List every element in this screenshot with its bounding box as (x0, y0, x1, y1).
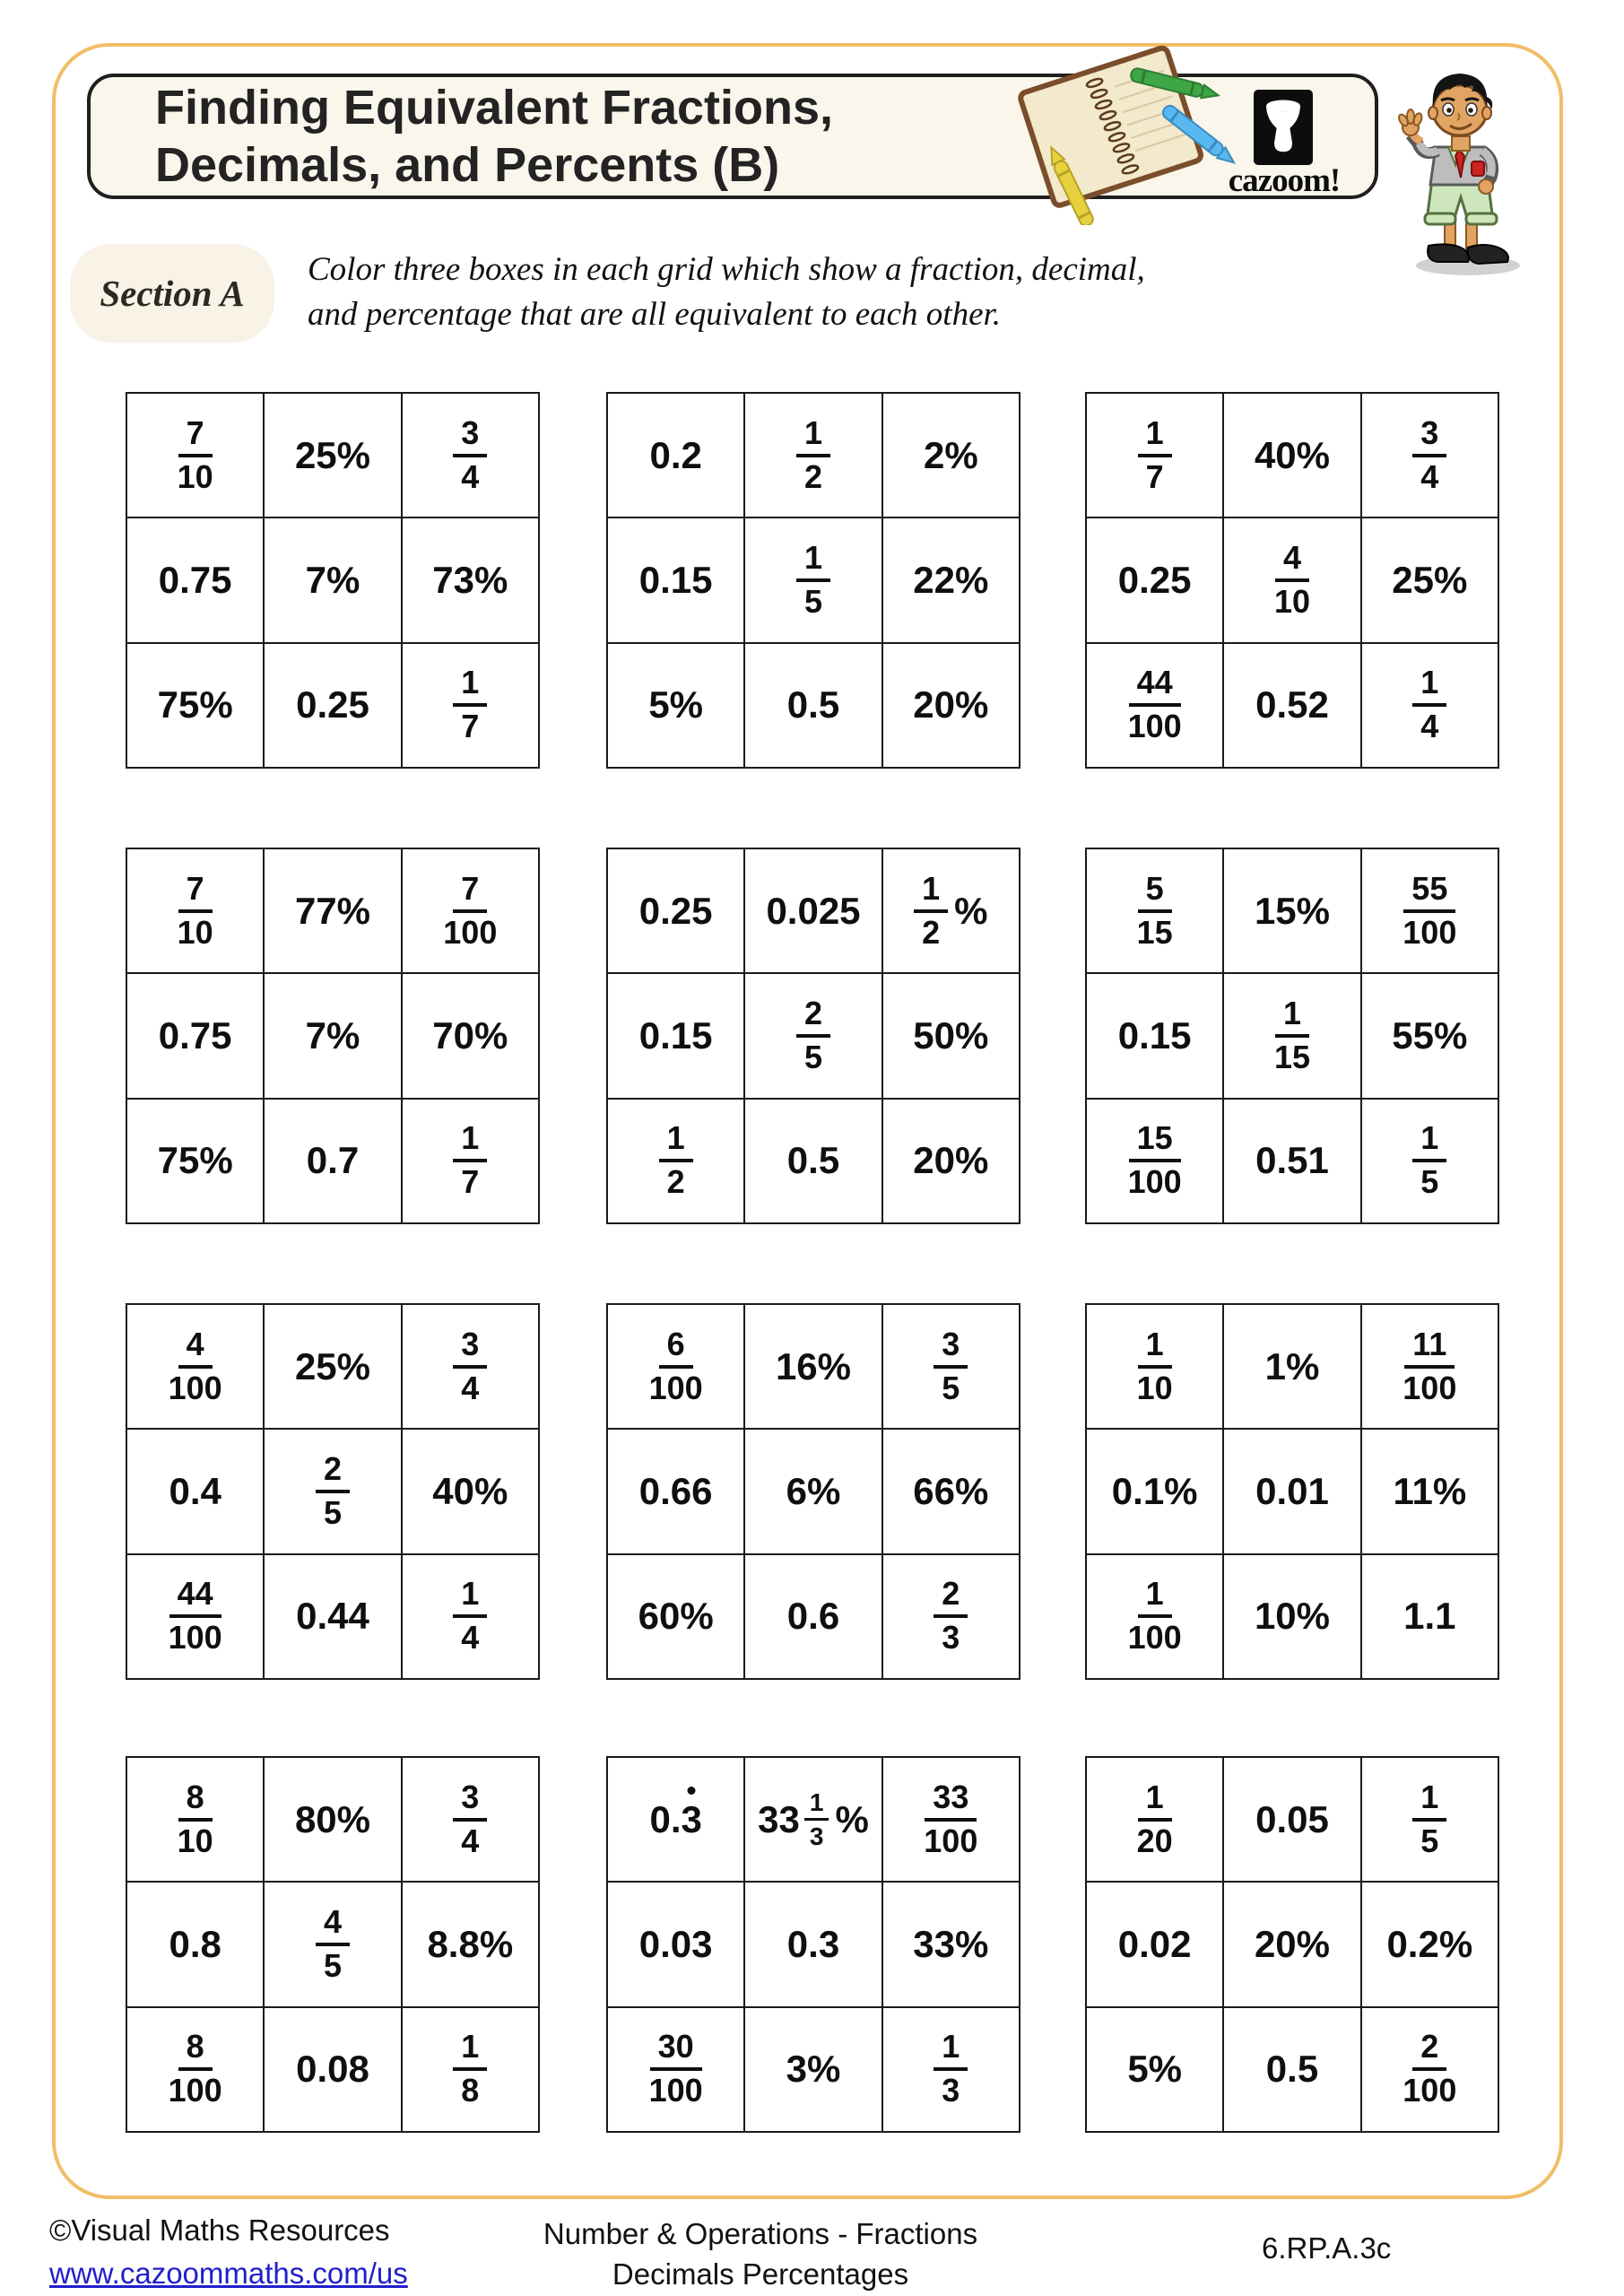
fraction-value: $\frac{4}{100}$ (168, 1325, 222, 1406)
grid-6-cell-7[interactable] (1087, 1100, 1222, 1222)
fraction-value: $\frac{1}{20}$ (1136, 1778, 1173, 1859)
fraction-value: $\frac{1}{8}$ (453, 2030, 487, 2109)
grid-8-cell-6[interactable]: 66% (883, 1430, 1019, 1552)
grid-1-cell-9[interactable] (403, 644, 538, 767)
grid-8-cell-4[interactable]: 0.66 (608, 1430, 743, 1552)
fraction-value: $\frac{7}{10}$ (177, 869, 213, 951)
grid-4-cell-8[interactable]: 0.7 (265, 1100, 400, 1222)
grid-7-cell-4[interactable]: 0.4 (127, 1430, 263, 1552)
grid-10-cell-7[interactable] (127, 2008, 263, 2131)
grid-12-cell-2[interactable]: 0.05 (1224, 1758, 1359, 1881)
grid-12-cell-3[interactable] (1362, 1758, 1498, 1881)
fraction-value: $\frac{2}{3}$ (934, 1577, 968, 1656)
fraction-value: $\frac{1}{100}$ (1127, 1575, 1182, 1657)
grid-1-cell-4[interactable]: 0.75 (127, 518, 263, 641)
grid-11-cell-6[interactable]: 33% (883, 1883, 1019, 2005)
grid-1-cell-3[interactable] (403, 394, 538, 517)
grid-3-cell-3[interactable] (1362, 394, 1498, 517)
answer-grid-7 (126, 1303, 540, 1680)
fraction-value: $\frac{3}{4}$ (1412, 416, 1446, 495)
grid-3-cell-7[interactable] (1087, 644, 1222, 767)
fraction-value: $\frac{1}{2}$ (914, 872, 948, 951)
grid-12-cell-9[interactable] (1362, 2008, 1498, 2131)
grid-4-cell-1[interactable] (127, 849, 263, 972)
fraction-value: $\frac{1}{2}$ (796, 416, 830, 495)
copyright-text: ©Visual Maths Resources (49, 2213, 390, 2247)
grid-1-cell-2[interactable]: 25% (265, 394, 400, 517)
grid-7-cell-9[interactable] (403, 1555, 538, 1678)
fraction-value: $\frac{8}{100}$ (168, 2028, 222, 2109)
answer-grid-11 (606, 1756, 1020, 2133)
answer-grid-5 (606, 848, 1020, 1224)
grid-3-cell-9[interactable] (1362, 644, 1498, 767)
grid-5-cell-3[interactable]: $\frac{1}{2}$ % (883, 849, 1019, 972)
footer-topic-line1: Number & Operations - Fractions (543, 2217, 978, 2250)
answer-grid-10 (126, 1756, 540, 2133)
fraction-value: $\frac{7}{10}$ (177, 413, 213, 495)
fraction-value: $\frac{44}{100}$ (168, 1575, 222, 1657)
grid-4-cell-5[interactable]: 7% (265, 974, 400, 1097)
fraction-value: $\frac{11}{100}$ (1403, 1325, 1457, 1406)
fraction-value: $\frac{1}{3}$ (804, 1789, 829, 1849)
grid-12-cell-5[interactable]: 20% (1224, 1883, 1359, 2005)
grid-11-cell-3[interactable] (883, 1758, 1019, 1881)
fraction-value: $\frac{4}{5}$ (316, 1905, 350, 1984)
fraction-value: $\frac{5}{15}$ (1136, 869, 1173, 951)
grid-1-cell-5[interactable]: 7% (265, 518, 400, 641)
fraction-value: $\frac{33}{100}$ (924, 1778, 978, 1859)
grid-9-cell-4[interactable]: 0.1% (1087, 1430, 1222, 1552)
grid-3-cell-2[interactable]: 40% (1224, 394, 1359, 517)
grid-7-cell-6[interactable]: 40% (403, 1430, 538, 1552)
grid-8-cell-9[interactable] (883, 1555, 1019, 1678)
grid-10-cell-6[interactable]: 8.8% (403, 1883, 538, 2005)
fraction-value: $\frac{1}{5}$ (796, 541, 830, 620)
grid-4-cell-4[interactable]: 0.75 (127, 974, 263, 1097)
answer-grid-3 (1085, 392, 1499, 769)
grid-11-cell-8[interactable]: 3% (745, 2008, 881, 2131)
grid-7-cell-2[interactable]: 25% (265, 1305, 400, 1428)
grid-2-cell-6[interactable]: 22% (883, 518, 1019, 641)
fraction-value: $\frac{1}{7}$ (453, 665, 487, 744)
fraction-value: $\frac{44}{100}$ (1127, 664, 1182, 745)
fraction-value: $\frac{1}{5}$ (1412, 1121, 1446, 1200)
fraction-value: $\frac{7}{100}$ (443, 869, 498, 951)
page-title-line2: Decimals, and Percents (B) (155, 138, 780, 192)
grid-3-cell-1[interactable] (1087, 394, 1222, 517)
grid-3-cell-8[interactable]: 0.52 (1224, 644, 1359, 767)
grid-11-cell-5[interactable]: 0.3 (745, 1883, 881, 2005)
grid-6-cell-6[interactable]: 55% (1362, 974, 1498, 1097)
answer-grid-1 (126, 392, 540, 769)
grid-5-cell-5[interactable] (745, 974, 881, 1097)
fraction-value: $\frac{1}{4}$ (453, 1577, 487, 1656)
section-a-label (70, 244, 274, 343)
answer-grid-4 (126, 848, 540, 1224)
grid-11-cell-4[interactable]: 0.03 (608, 1883, 743, 2005)
fraction-value: $\frac{1}{5}$ (1412, 1780, 1446, 1859)
fraction-value: $\frac{1}{15}$ (1273, 995, 1311, 1075)
fraction-value: $\frac{2}{5}$ (796, 996, 830, 1075)
fraction-value: $\frac{15}{100}$ (1127, 1119, 1182, 1201)
answer-grid-12 (1085, 1756, 1499, 2133)
grid-8-cell-3[interactable] (883, 1305, 1019, 1428)
grid-2-cell-4[interactable]: 0.15 (608, 518, 743, 641)
instruction-line2: and percentage that are all equivalent to each other. (308, 296, 1002, 333)
fraction-value: $\frac{30}{100}$ (648, 2028, 703, 2109)
grid-2-cell-7[interactable]: 5% (608, 644, 743, 767)
grid-8-cell-1[interactable] (608, 1305, 743, 1428)
grid-11-cell-2[interactable]: 33 $\frac{1}{3}$ % (745, 1758, 881, 1881)
grid-9-cell-8[interactable]: 10% (1224, 1555, 1359, 1678)
grid-2-cell-2[interactable] (745, 394, 881, 517)
grid-4-cell-6[interactable]: 70% (403, 974, 538, 1097)
fraction-value: $\frac{1}{7}$ (453, 1121, 487, 1200)
grid-5-cell-4[interactable]: 0.15 (608, 974, 743, 1097)
fraction-value: $\frac{3}{4}$ (453, 1780, 487, 1859)
grid-4-cell-2[interactable]: 77% (265, 849, 400, 972)
grid-5-cell-7[interactable] (608, 1100, 743, 1222)
grid-4-cell-7[interactable]: 75% (127, 1100, 263, 1222)
grid-10-cell-8[interactable]: 0.08 (265, 2008, 400, 2131)
answer-grid-9 (1085, 1303, 1499, 1680)
fraction-value: $\frac{6}{100}$ (648, 1325, 703, 1406)
grid-7-cell-7[interactable] (127, 1555, 263, 1678)
grid-3-cell-6[interactable]: 25% (1362, 518, 1498, 641)
grid-6-cell-5[interactable] (1224, 974, 1359, 1097)
fraction-value: $\frac{1}{7}$ (1138, 416, 1172, 495)
grid-5-cell-6[interactable]: 50% (883, 974, 1019, 1097)
grid-10-cell-2[interactable]: 80% (265, 1758, 400, 1881)
cazoom-logo-text: cazoom! (1228, 162, 1341, 199)
grid-9-cell-1[interactable] (1087, 1305, 1222, 1428)
grid-10-cell-4[interactable]: 0.8 (127, 1883, 263, 2005)
fraction-value: $\frac{3}{4}$ (453, 416, 487, 495)
fraction-value: $\frac{1}{2}$ (659, 1121, 693, 1200)
fraction-value: $\frac{1}{10}$ (1136, 1325, 1173, 1406)
answer-grid-2 (606, 392, 1020, 769)
fraction-value: $\frac{3}{5}$ (934, 1327, 968, 1406)
grid-1-cell-1[interactable] (127, 394, 263, 517)
grid-11-cell-7[interactable] (608, 2008, 743, 2131)
grid-5-cell-2[interactable]: 0.025 (745, 849, 881, 972)
grid-6-cell-3[interactable] (1362, 849, 1498, 972)
grid-2-cell-1[interactable]: 0.2 (608, 394, 743, 517)
boy-mascot-icon (1385, 61, 1533, 281)
grid-3-cell-4[interactable]: 0.25 (1087, 518, 1222, 641)
grid-12-cell-6[interactable]: 0.2% (1362, 1883, 1498, 2005)
grid-10-cell-1[interactable] (127, 1758, 263, 1881)
grid-5-cell-8[interactable]: 0.5 (745, 1100, 881, 1222)
grid-6-cell-8[interactable]: 0.51 (1224, 1100, 1359, 1222)
grid-8-cell-8[interactable]: 0.6 (745, 1555, 881, 1678)
fraction-value: $\frac{1}{4}$ (1412, 665, 1446, 744)
djembe-drum-icon (1254, 90, 1313, 165)
grid-11-cell-1[interactable]: 0.3 (608, 1758, 743, 1881)
notebook-and-crayons-icon (997, 41, 1244, 225)
grid-2-cell-3[interactable]: 2% (883, 394, 1019, 517)
fraction-value: $\frac{1}{3}$ (934, 2030, 968, 2109)
answer-grid-8 (606, 1303, 1020, 1680)
grid-3-cell-5[interactable] (1224, 518, 1359, 641)
grid-6-cell-1[interactable] (1087, 849, 1222, 972)
instruction-text (308, 248, 1312, 337)
grid-2-cell-9[interactable]: 20% (883, 644, 1019, 767)
grid-9-cell-2[interactable]: 1% (1224, 1305, 1359, 1428)
grid-12-cell-1[interactable] (1087, 1758, 1222, 1881)
grid-12-cell-4[interactable]: 0.02 (1087, 1883, 1222, 2005)
grid-7-cell-8[interactable]: 0.44 (265, 1555, 400, 1678)
website-link[interactable]: www.cazoommaths.com/us (49, 2257, 408, 2290)
fraction-value: $\frac{2}{5}$ (316, 1452, 350, 1531)
grid-12-cell-8[interactable]: 0.5 (1224, 2008, 1359, 2131)
grid-9-cell-7[interactable] (1087, 1555, 1222, 1678)
grid-1-cell-8[interactable]: 0.25 (265, 644, 400, 767)
grid-10-cell-9[interactable] (403, 2008, 538, 2131)
grid-7-cell-1[interactable] (127, 1305, 263, 1428)
fraction-value: $\frac{8}{10}$ (177, 1778, 213, 1859)
grid-9-cell-9[interactable]: 1.1 (1362, 1555, 1498, 1678)
grid-9-cell-6[interactable]: 11% (1362, 1430, 1498, 1552)
grid-12-cell-7[interactable]: 5% (1087, 2008, 1222, 2131)
fraction-value: $\frac{3}{4}$ (453, 1327, 487, 1406)
grid-6-cell-4[interactable]: 0.15 (1087, 974, 1222, 1097)
instruction-line1: Color three boxes in each grid which show a fraction, decimal, (308, 251, 1145, 288)
footer-topic-line2: Decimals Percentages (612, 2257, 909, 2291)
grid-1-cell-7[interactable]: 75% (127, 644, 263, 767)
answer-grid-6 (1085, 848, 1499, 1224)
grid-9-cell-5[interactable]: 0.01 (1224, 1430, 1359, 1552)
grid-7-cell-3[interactable] (403, 1305, 538, 1428)
fraction-value: $\frac{55}{100}$ (1403, 869, 1457, 951)
page-title-line1: Finding Equivalent Fractions, (155, 81, 834, 135)
grid-10-cell-5[interactable] (265, 1883, 400, 2005)
section-a-label-text: Section A (100, 273, 245, 314)
grid-11-cell-9[interactable] (883, 2008, 1019, 2131)
grid-5-cell-9[interactable]: 20% (883, 1100, 1019, 1222)
fraction-value: $\frac{4}{10}$ (1273, 539, 1311, 620)
grid-1-cell-6[interactable]: 73% (403, 518, 538, 641)
grid-9-cell-3[interactable] (1362, 1305, 1498, 1428)
grid-4-cell-3[interactable] (403, 849, 538, 972)
grid-10-cell-3[interactable] (403, 1758, 538, 1881)
grid-8-cell-2[interactable]: 16% (745, 1305, 881, 1428)
grid-5-cell-1[interactable]: 0.25 (608, 849, 743, 972)
fraction-value: $\frac{2}{100}$ (1403, 2028, 1457, 2109)
grid-2-cell-8[interactable]: 0.5 (745, 644, 881, 767)
grid-4-cell-9[interactable] (403, 1100, 538, 1222)
grid-7-cell-5[interactable] (265, 1430, 400, 1552)
grid-6-cell-2[interactable]: 15% (1224, 849, 1359, 972)
grid-6-cell-9[interactable] (1362, 1100, 1498, 1222)
grid-8-cell-7[interactable]: 60% (608, 1555, 743, 1678)
standard-code: 6.RP.A.3c (1262, 2231, 1392, 2265)
grid-8-cell-5[interactable]: 6% (745, 1430, 881, 1552)
grid-2-cell-5[interactable] (745, 518, 881, 641)
